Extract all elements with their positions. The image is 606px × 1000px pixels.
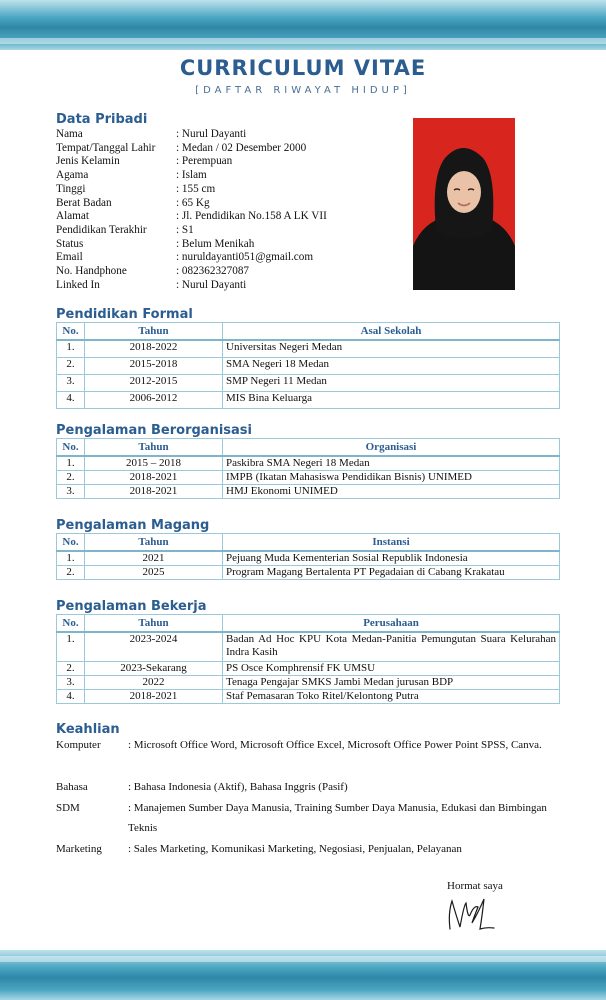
cell-no: 3.	[57, 485, 85, 499]
skill-row-computer	[56, 735, 560, 755]
cell-no: 1.	[57, 551, 85, 566]
personal-row-address	[56, 210, 356, 224]
table-header-row	[57, 439, 560, 457]
personal-label: No. Handphone	[56, 265, 127, 278]
personal-value: : Perempuan	[176, 155, 233, 168]
column-header: Perusahaan	[223, 615, 560, 633]
personal-label: Status	[56, 237, 84, 250]
personal-row-linkedin	[56, 279, 356, 293]
personal-label: Agama	[56, 169, 89, 182]
column-header: Tahun	[85, 323, 223, 341]
personal-value: : S1	[176, 223, 194, 236]
skill-value: : Bahasa Indonesia (Aktif), Bahasa Inggris (Pasif)	[128, 781, 348, 793]
personal-row-status	[56, 238, 356, 252]
cell-no: 2.	[57, 566, 85, 580]
page-title: CURRICULUM VITAE	[179, 56, 427, 80]
cell-year: 2006-2012	[85, 391, 223, 408]
personal-details	[56, 128, 356, 292]
column-header: No.	[57, 615, 85, 633]
column-header: Instansi	[223, 534, 560, 552]
cell-no: 1.	[57, 632, 85, 661]
skill-row-hr	[56, 798, 560, 838]
skill-value: : Microsoft Office Word, Microsoft Office Excel, Microsoft Office Power Point SPSS, Canva.	[128, 739, 542, 751]
cell-no: 2.	[57, 471, 85, 485]
closing-text: Hormat saya	[447, 880, 503, 892]
cell-school: SMA Negeri 18 Medan	[223, 357, 560, 374]
personal-row-gender	[56, 155, 356, 169]
section-heading-internship: Pengalaman Magang	[56, 518, 210, 533]
column-header: Tahun	[85, 439, 223, 457]
section-heading-organization: Pengalaman Berorganisasi	[56, 423, 252, 438]
table-row	[57, 471, 560, 485]
cell-company: Staf Pemasaran Toko Ritel/Kelontong Putra	[223, 689, 560, 703]
top-banner	[0, 0, 606, 50]
profile-photo	[413, 118, 515, 290]
skill-value: : Sales Marketing, Komunikasi Marketing, Negosiasi, Penjualan, Pelayanan	[128, 843, 462, 855]
table-row	[57, 661, 560, 675]
table-row	[57, 566, 560, 580]
cell-no: 3.	[57, 675, 85, 689]
cell-year: 2023-2024	[85, 632, 223, 661]
cell-year: 2023-Sekarang	[85, 661, 223, 675]
cell-year: 2012-2015	[85, 374, 223, 391]
table-header-row	[57, 534, 560, 552]
cell-school: MIS Bina Keluarga	[223, 391, 560, 408]
table-row	[57, 485, 560, 499]
table-row	[57, 632, 560, 661]
cell-year: 2018-2021	[85, 689, 223, 703]
personal-value: : Islam	[176, 169, 207, 182]
cell-institution: Program Magang Bertalenta PT Pegadaian di Cabang Krakatau	[223, 566, 560, 580]
work-table	[56, 614, 560, 704]
signature-image	[444, 893, 496, 935]
cell-no: 3.	[57, 374, 85, 391]
personal-label: Alamat	[56, 210, 89, 223]
cell-year: 2021	[85, 551, 223, 566]
table-header-row	[57, 615, 560, 633]
cell-organization: IMPB (Ikatan Mahasiswa Pendidikan Bisnis) UNIMED	[223, 471, 560, 485]
personal-row-height	[56, 183, 356, 197]
column-header: Tahun	[85, 534, 223, 552]
table-row	[57, 689, 560, 703]
personal-label: Jenis Kelamin	[56, 155, 120, 168]
cell-school: Universitas Negeri Medan	[223, 340, 560, 357]
personal-label: Tinggi	[56, 182, 86, 195]
cell-institution: Pejuang Muda Kementerian Sosial Republik Indonesia	[223, 551, 560, 566]
column-header: No.	[57, 323, 85, 341]
personal-label: Email	[56, 251, 83, 264]
cell-organization: HMJ Ekonomi UNIMED	[223, 485, 560, 499]
cell-year: 2018-2022	[85, 340, 223, 357]
personal-label: Tempat/Tanggal Lahir	[56, 141, 156, 154]
cell-year: 2022	[85, 675, 223, 689]
cell-no: 1.	[57, 340, 85, 357]
personal-value: : Nurul Dayanti	[176, 278, 247, 291]
education-table	[56, 322, 560, 409]
personal-value: : 155 cm	[176, 182, 216, 195]
table-header-row	[57, 323, 560, 341]
column-header: Asal Sekolah	[223, 323, 560, 341]
personal-row-name	[56, 128, 356, 142]
skill-label: SDM	[56, 802, 80, 814]
table-row	[57, 357, 560, 374]
personal-value: : Belum Menikah	[176, 237, 255, 250]
page-subtitle: [DAFTAR RIWAYAT HIDUP]	[195, 85, 411, 96]
portrait-illustration	[413, 118, 515, 290]
cell-no: 2.	[57, 357, 85, 374]
cell-year: 2015 – 2018	[85, 456, 223, 471]
personal-value: : 65 Kg	[176, 196, 210, 209]
personal-row-education	[56, 224, 356, 238]
internship-table	[56, 533, 560, 580]
personal-label: Linked In	[56, 278, 100, 291]
cell-company: Tenaga Pengajar SMKS Jambi Medan jurusan BDP	[223, 675, 560, 689]
column-header: No.	[57, 534, 85, 552]
section-heading-work: Pengalaman Bekerja	[56, 599, 207, 614]
skill-label: Bahasa	[56, 781, 88, 793]
cell-school: SMP Negeri 11 Medan	[223, 374, 560, 391]
cell-year: 2018-2021	[85, 471, 223, 485]
personal-value: : Medan / 02 Desember 2000	[176, 141, 307, 154]
table-row	[57, 456, 560, 471]
personal-row-weight	[56, 197, 356, 211]
personal-row-birth	[56, 142, 356, 156]
skill-label: Komputer	[56, 739, 101, 751]
cell-company: Badan Ad Hoc KPU Kota Medan-Panitia Pemungutan Suara Kelurahan Indra Kasih	[223, 632, 560, 661]
cell-no: 2.	[57, 661, 85, 675]
personal-label: Pendidikan Terakhir	[56, 223, 147, 236]
table-row	[57, 374, 560, 391]
skill-value: : Manajemen Sumber Daya Manusia, Training Sumber Daya Manusia, Edukasi dan Bimbingan Teknis	[128, 802, 547, 834]
personal-value: : nuruldayanti051@gmail.com	[176, 251, 314, 264]
table-row	[57, 391, 560, 408]
personal-label: Berat Badan	[56, 196, 112, 209]
personal-label: Nama	[56, 128, 83, 140]
personal-row-religion	[56, 169, 356, 183]
cell-no: 4.	[57, 689, 85, 703]
section-heading-education: Pendidikan Formal	[56, 307, 193, 322]
section-heading-personal: Data Pribadi	[56, 112, 148, 127]
column-header: Tahun	[85, 615, 223, 633]
personal-value: : Nurul Dayanti	[176, 128, 247, 140]
cell-organization: Paskibra SMA Negeri 18 Medan	[223, 456, 560, 471]
skill-row-language	[56, 777, 560, 797]
cell-no: 1.	[57, 456, 85, 471]
personal-value: : Jl. Pendidikan No.158 A LK VII	[176, 210, 327, 223]
section-heading-skills: Keahlian	[56, 722, 120, 737]
cell-year: 2015-2018	[85, 357, 223, 374]
cell-year: 2025	[85, 566, 223, 580]
skill-row-marketing	[56, 839, 560, 859]
bottom-banner	[0, 950, 606, 1000]
personal-row-email	[56, 251, 356, 265]
cell-company: PS Osce Komphrensif FK UMSU	[223, 661, 560, 675]
column-header: Organisasi	[223, 439, 560, 457]
skill-label: Marketing	[56, 843, 102, 855]
personal-value: : 082362327087	[176, 265, 250, 278]
table-row	[57, 340, 560, 357]
table-row	[57, 551, 560, 566]
column-header: No.	[57, 439, 85, 457]
personal-row-phone	[56, 265, 356, 279]
table-row	[57, 675, 560, 689]
cell-no: 4.	[57, 391, 85, 408]
cell-year: 2018-2021	[85, 485, 223, 499]
organization-table	[56, 438, 560, 499]
